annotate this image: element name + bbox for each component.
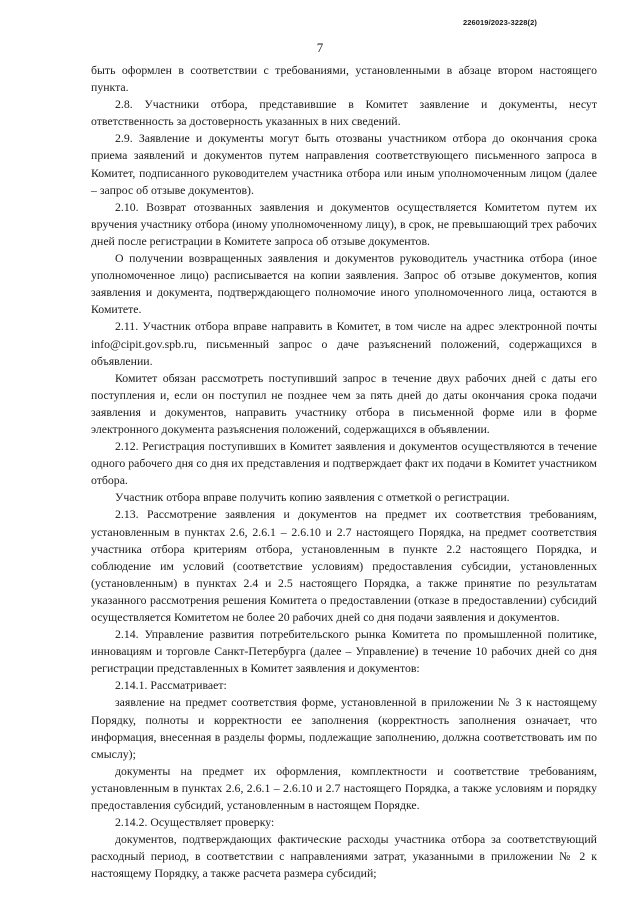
document-registration-number: 226019/2023-3228(2) — [462, 18, 537, 27]
paragraph-2-14-1-documents: документы на предмет их оформления, комплектности и соответствие требованиям, установленным в пунктах 2.6, 2.6.1 – 2.6.10 и 2.7 настоящего Порядка, а также условиям и порядку предоставления субсидий, установленным в настоящем Порядке. — [91, 763, 597, 813]
paragraph-2-10-return-receipt: О получении возвращенных заявления и документов руководитель участника отбора (иное уполномоченное лицо) расписывается на копии заявления. Запрос об отзыве документов, копия заявления и документа, подтверждающего полномочие иного уполномоченного лица, остаются в Комитете. — [91, 251, 597, 317]
paragraph-2-14-1: 2.14.1. Рассматривает: — [115, 678, 227, 693]
paragraph-2-12-copy-right: Участник отбора вправе получить копию заявления с отметкой о регистрации. — [115, 490, 510, 505]
paragraph-2-11-committee-obligation: Комитет обязан рассмотреть поступивший запрос в течение двух рабочих дней с даты его поступления и, если он поступил не позднее чем за пять дней до даты окончания срока подачи заявления и документов, направить участнику отбора в письменной форме или в форме электронного документа разъяснения положений, содержащихся в объявлении. — [91, 370, 597, 436]
paragraph-2-10: 2.10. Возврат отозванных заявления и документов осуществляется Комитетом путем их вручения участнику отбора (иному уполномоченному лицу), в срок, не превышающий трех рабочих дней после регистрации в Комитете запроса об отзыве документов. — [91, 199, 597, 248]
paragraph-continuation: быть оформлен в соответствии с требованиями, установленными в абзаце втором настоящего пункта. — [91, 63, 597, 95]
document-body — [91, 62, 597, 883]
paragraph-2-13: 2.13. Рассмотрение заявления и документов на предмет их соответствия требованиям, установленным в пунктах 2.6, 2.6.1 – 2.6.10 и 2.7 настоящего Порядка, на предмет соответствия участника отбора критериям отбора, установленным в пункте 2.2 настоящего Порядка, и соблюдение им условий (соответствие условиям) предоставления субсидии, установленных (установленным) в пунктах 2.4 и 2.5 настоящего Порядка, а также принятие по результатам указанного рассмотрения решения Комитета о предоставлении (отказе в предоставлении) субсидий осуществляется Комитетом не более 20 рабочих дней со дня подачи заявления и документов. — [91, 507, 597, 624]
paragraph-2-11: 2.11. Участник отбора вправе направить в Комитет, в том числе на адрес электронной почты info@cipit.gov.spb.ru, письменный запрос о даче разъяснений положений, содержащихся в объявлении. — [91, 319, 597, 368]
paragraph-2-14-2: 2.14.2. Осуществляет проверку: — [115, 815, 275, 830]
paragraph-2-12: 2.12. Регистрация поступивших в Комитет заявления и документов осуществляются в течение одного рабочего дня со дня их представления и подтверждает факт их подачи в Комитет участником отбора. — [91, 439, 597, 488]
paragraph-2-14: 2.14. Управление развития потребительского рынка Комитета по промышленной политике, инновациям и торговле Санкт-Петербурга (далее – Управление) в течение 10 рабочих дней со дня регистрации представленных в Комитет заявления и документов: — [91, 627, 597, 676]
paragraph-2-14-1-application: заявление на предмет соответствия форме, установленной в приложении № 3 к настоящему Порядку, полноты и корректности ее заполнения (корректность заполнения означает, что информация, внесенная в разделы формы, подлежащие заполнению, должна соответствовать им по смыслу); — [91, 695, 597, 761]
page-number: 7 — [316, 40, 324, 55]
paragraph-2-9: 2.9. Заявление и документы могут быть отозваны участником отбора до окончания срока приема заявлений и документов путем направления соответствующего письменного запроса в Комитет, подписанного руководителем участника отбора или иным уполномоченным лицом (далее – запрос об отзыве документов). — [91, 131, 597, 197]
paragraph-2-8: 2.8. Участники отбора, представившие в Комитет заявление и документы, несут ответственность за достоверность указанных в них сведений. — [91, 97, 597, 129]
paragraph-2-14-2-expenses: документов, подтверждающих фактические расходы участника отбора за соответствующий расходный период, в соответствии с направлениями затрат, указанными в приложении № 2 к настоящему Порядку, а также расчета размера субсидий; — [91, 832, 597, 881]
